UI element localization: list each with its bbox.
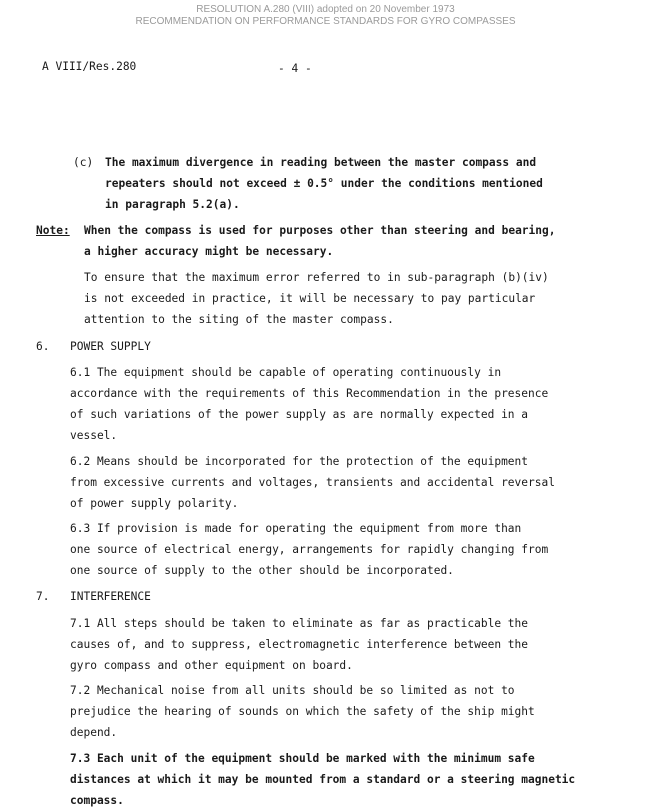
section-7-number: 7. (36, 590, 50, 603)
text-line: attention to the siting of the master compass. (84, 313, 394, 326)
document-reference: A VIII/Res.280 (42, 60, 137, 73)
item-c-label: (c) (73, 156, 94, 169)
paragraph-6-1 (70, 362, 548, 446)
note-label: Note: (36, 224, 70, 237)
text-line: one source of supply to the other should be incorporated. (70, 564, 454, 577)
section-7-title: INTERFERENCE (70, 590, 151, 603)
text-line: vessel. (70, 429, 118, 442)
header-title-line: RECOMMENDATION ON PERFORMANCE STANDARDS FOR GYRO COMPASSES (135, 16, 516, 27)
text-line: compass. (70, 794, 124, 807)
header-resolution-line: RESOLUTION A.280 (VIII) adopted on 20 November 1973 (196, 4, 455, 15)
text-line: in paragraph 5.2(a). (105, 198, 240, 211)
text-line: The maximum divergence in reading between the master compass and (105, 156, 537, 169)
paragraph-7-1 (70, 613, 528, 676)
text-line: 6.2 Means should be incorporated for the protection of the equipment (70, 455, 529, 468)
note-text-continued (84, 267, 549, 330)
text-line: When the compass is used for purposes other than steering and bearing, (84, 224, 556, 237)
text-line: 6.1 The equipment should be capable of operating continuously in (70, 366, 502, 379)
text-line: gyro compass and other equipment on board. (70, 659, 353, 672)
item-c-text (105, 152, 543, 215)
text-line: 7.1 All steps should be taken to eliminate as far as practicable the (70, 617, 529, 630)
text-line: of power supply polarity. (70, 497, 239, 510)
page-number: - 4 - (278, 62, 312, 75)
text-line: distances at which it may be mounted from a standard or a steering magnetic (70, 773, 576, 786)
text-line: prejudice the hearing of sounds on which the safety of the ship might (70, 705, 535, 718)
text-line: is not exceeded in practice, it will be necessary to pay particular (84, 292, 536, 305)
text-line: causes of, and to suppress, electromagnetic interference between the (70, 638, 529, 651)
text-line: 7.2 Mechanical noise from all units should be so limited as not to (70, 684, 515, 697)
note-text (84, 220, 555, 262)
text-line: from excessive currents and voltages, transients and accidental reversal (70, 476, 555, 489)
paragraph-6-2 (70, 451, 555, 514)
paragraph-7-3 (70, 748, 575, 811)
text-line: To ensure that the maximum error referred to in sub-paragraph (b)(iv) (84, 271, 549, 284)
text-line: of such variations of the power supply as are normally expected in a (70, 408, 529, 421)
text-line: accordance with the requirements of this Recommendation in the presence (70, 387, 549, 400)
text-line: 7.3 Each unit of the equipment should be marked with the minimum safe (70, 752, 535, 765)
text-line: one source of electrical energy, arrangements for rapidly changing from (70, 543, 549, 556)
text-line: repeaters should not exceed ± 0.5° under the conditions mentioned (105, 177, 543, 190)
text-line: depend. (70, 726, 118, 739)
text-line: 6.3 If provision is made for operating the equipment from more than (70, 522, 522, 535)
paragraph-6-3 (70, 518, 548, 581)
text-line: a higher accuracy might be necessary. (84, 245, 334, 258)
section-6-number: 6. (36, 340, 50, 353)
section-6-title: POWER SUPPLY (70, 340, 151, 353)
paragraph-7-2 (70, 680, 535, 743)
